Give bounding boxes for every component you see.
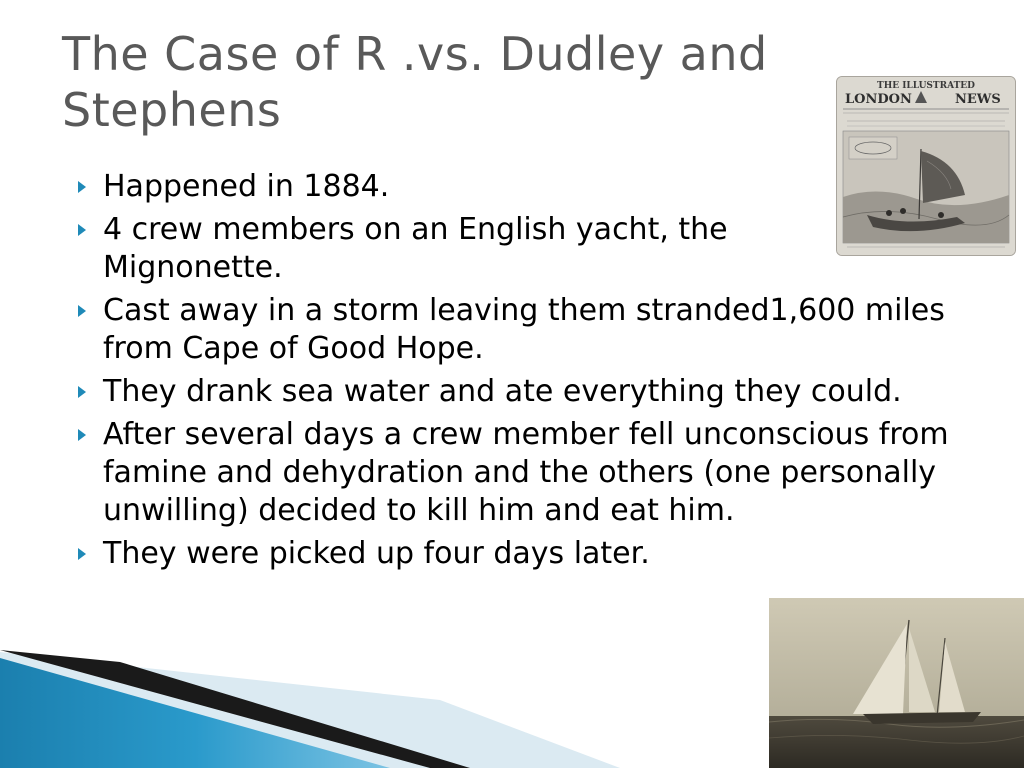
decor-blue-band <box>0 658 390 768</box>
bullet-arrow-icon <box>78 305 86 317</box>
yacht-illustration <box>769 598 1024 768</box>
masthead-left: LONDON <box>845 92 912 107</box>
decor-light-band <box>0 652 620 768</box>
bullet-item <box>76 211 823 287</box>
bullet-text: They drank sea water and ate everything they could. <box>103 374 902 409</box>
bullet-arrow-icon <box>78 386 86 398</box>
bullet-arrow-icon <box>78 429 86 441</box>
yacht-painting-image <box>769 598 1024 768</box>
bullet-item <box>76 416 976 530</box>
slide-title: The Case of R .vs. Dudley and Stephens <box>62 27 768 137</box>
newspaper-clipping-image <box>836 76 1016 256</box>
bullet-arrow-icon <box>78 224 86 236</box>
bullet-item <box>76 373 976 411</box>
masthead-right: NEWS <box>955 92 1001 107</box>
bullet-text: Happened in 1884. <box>103 169 390 204</box>
bullet-arrow-icon <box>78 548 86 560</box>
masthead-line1: THE ILLUSTRATED <box>877 81 975 91</box>
bullet-text: They were picked up four days later. <box>103 536 650 571</box>
decor-dark-stripe <box>0 650 470 768</box>
bullet-item <box>76 535 976 573</box>
bullet-text: 4 crew members on an English yacht, the Mignonette. <box>103 212 728 285</box>
bullet-text: After several days a crew member fell unconscious from famine and dehydration and the others (one personally unwilling) decided to kill him and eat him. <box>103 417 949 528</box>
newspaper-illustration <box>837 77 1015 255</box>
bullet-text: Cast away in a storm leaving them stranded1,600 miles from Cape of Good Hope. <box>103 293 945 366</box>
bullet-item <box>76 292 976 368</box>
bullet-arrow-icon <box>78 181 86 193</box>
